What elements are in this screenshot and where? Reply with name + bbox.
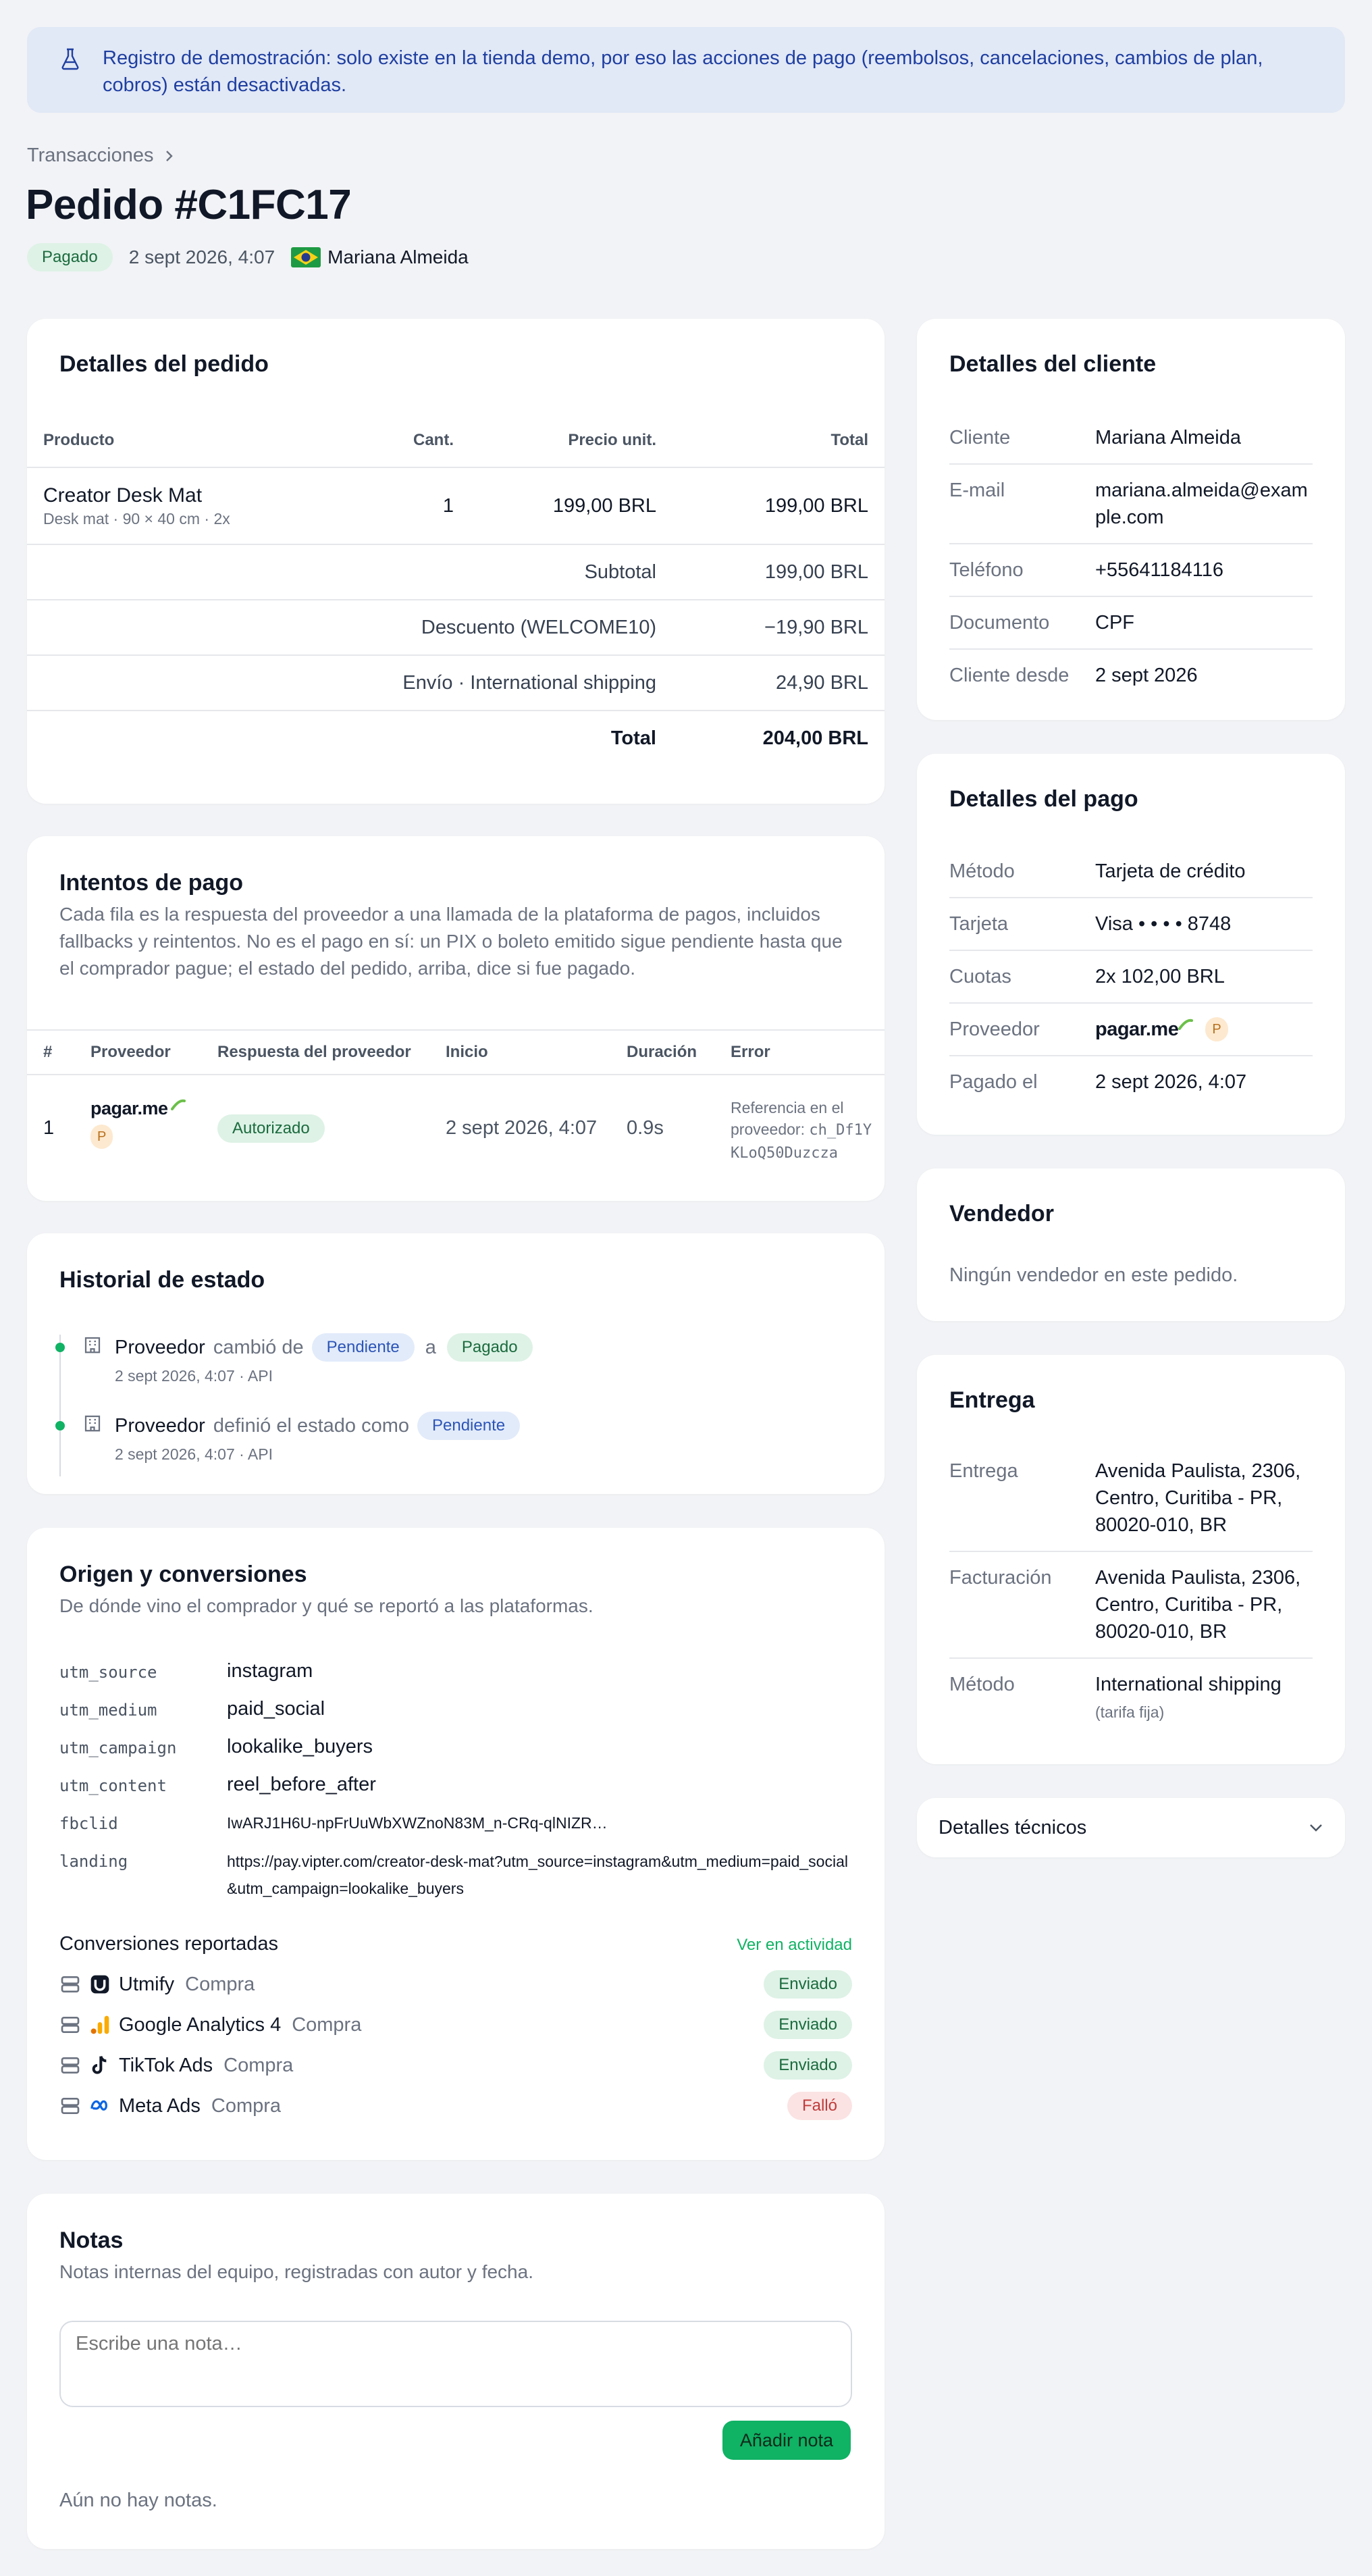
discount-label: Descuento (WELCOME10) — [27, 600, 656, 655]
customer-card — [917, 319, 1345, 720]
field-value: 2x 102,00 BRL — [1095, 966, 1225, 987]
conversion-name: Meta Ads — [119, 2094, 201, 2117]
status-history-card — [27, 1233, 885, 1494]
conversion-row — [59, 2086, 852, 2126]
customer-title: Detalles del cliente — [949, 351, 1157, 377]
status-badge: Pagado — [27, 243, 113, 272]
field-value[interactable]: mariana.almeida@example.com — [1095, 480, 1308, 528]
pagarme-logo-icon — [171, 1098, 186, 1110]
error-code: ch_Df1YKLoQ50Duzcza — [731, 1122, 872, 1162]
technical-details-label: Detalles técnicos — [939, 1816, 1087, 1838]
payment-attempts-desc: Cada fila es la respuesta del proveedor a una llamada de la plataforma de pagos, incluidos fallbacks y reintentos. No es el pago en sí: un PIX o boleto emitido sigue pendiente hasta que el comprador pague; el estado del pedido, arriba, dice si fue pagado. — [59, 904, 843, 979]
history-actor: Proveedor — [115, 1414, 205, 1437]
field-label: E-mail — [949, 480, 1005, 501]
total-label: Total — [610, 727, 656, 749]
conversion-event: Compra — [211, 2094, 282, 2117]
origin-title: Origen y conversiones — [59, 1562, 307, 1587]
col-num: # — [43, 1043, 53, 1061]
payment-attempts-card — [27, 836, 885, 1201]
status-history-title: Historial de estado — [59, 1267, 265, 1293]
col-start: Inicio — [446, 1043, 488, 1061]
utm-row — [59, 1660, 856, 1687]
meta-icon — [89, 2095, 111, 2117]
field-label: Teléfono — [949, 559, 1024, 581]
conversion-name: TikTok Ads — [119, 2054, 213, 2076]
attempt-error — [731, 1097, 874, 1164]
utm-row — [59, 1698, 856, 1725]
divider — [27, 1074, 885, 1075]
utm-value: instagram — [227, 1660, 313, 1682]
field-label: Entrega — [949, 1460, 1018, 1482]
order-details-title: Detalles del pedido — [59, 351, 269, 377]
field-value: Avenida Paulista, 2306, Centro, Curitiba - PR, 80020-010, BR — [1095, 1460, 1301, 1536]
delivery-row — [949, 1552, 1313, 1659]
field-value: Tarjeta de crédito — [1095, 860, 1246, 882]
server-icon — [59, 2055, 81, 2076]
history-actor: Proveedor — [115, 1336, 205, 1358]
history-verb: definió el estado como — [213, 1414, 409, 1437]
utm-value: https://pay.vipter.com/creator-desk-mat?utm_source=instagram&utm_medium=paid_social&utm_campaign=lookalike_buyers — [227, 1853, 848, 1897]
subtotal-label: Subtotal — [27, 544, 656, 600]
pagarme-logo: pagar.me — [1095, 1019, 1179, 1040]
payment-list — [949, 846, 1313, 1108]
col-provider: Proveedor — [90, 1043, 171, 1061]
customer-row — [949, 650, 1313, 701]
utm-key: utm_content — [59, 1776, 167, 1795]
building-icon — [82, 1413, 103, 1433]
provider-cell — [90, 1098, 186, 1149]
discount-value: −19,90 BRL — [656, 600, 885, 655]
col-product: Producto — [27, 413, 378, 467]
utm-row — [59, 1736, 856, 1763]
field-value: Visa • • • • 8748 — [1095, 913, 1232, 935]
payment-row — [949, 1004, 1313, 1056]
conversion-status: Enviado — [764, 2011, 852, 2039]
timeline-dot — [55, 1343, 65, 1352]
utm-value: paid_social — [227, 1698, 325, 1720]
conversion-row — [59, 2005, 852, 2045]
utm-value: lookalike_buyers — [227, 1736, 373, 1757]
customer-name[interactable]: Mariana Almeida — [327, 247, 469, 267]
breadcrumb — [27, 145, 174, 167]
payment-row — [949, 846, 1313, 898]
conversion-name: Google Analytics 4 — [119, 2013, 282, 2036]
field-label: Facturación — [949, 1567, 1052, 1589]
order-details-card — [27, 319, 885, 804]
notes-card — [27, 2194, 885, 2549]
history-join: a — [425, 1336, 436, 1358]
view-activity-link[interactable]: Ver en actividad — [737, 1936, 852, 1954]
pagarme-logo: pagar.me — [90, 1098, 168, 1118]
utm-value: IwARJ1H6U-npFrUuWbXWZnoN83M_n-CRq-qlNIZR… — [227, 1814, 608, 1832]
product-total: 199,00 BRL — [656, 467, 885, 544]
seller-card — [917, 1168, 1345, 1321]
add-note-button[interactable]: Añadir nota — [722, 2421, 851, 2460]
page-title: Pedido #C1FC17 — [26, 182, 352, 228]
col-response: Respuesta del proveedor — [217, 1043, 411, 1061]
utm-list — [59, 1660, 856, 1913]
utm-value: reel_before_after — [227, 1774, 376, 1795]
col-error: Error — [731, 1043, 770, 1061]
utm-key: landing — [59, 1852, 128, 1871]
conversions-title: Conversiones reportadas — [59, 1933, 279, 1955]
delivery-row — [949, 1659, 1313, 1738]
customer-row — [949, 544, 1313, 597]
utm-row — [59, 1774, 856, 1801]
payment-card — [917, 754, 1345, 1135]
chevron-right-icon — [163, 149, 174, 163]
utm-key: utm_campaign — [59, 1738, 177, 1757]
table-row — [27, 467, 885, 544]
payment-row — [949, 1056, 1313, 1108]
attempt-start: 2 sept 2026, 4:07 — [446, 1117, 598, 1139]
payment-row — [949, 898, 1313, 951]
utmify-icon — [89, 1974, 111, 1995]
field-label: Cliente — [949, 427, 1011, 448]
delivery-list — [949, 1445, 1313, 1738]
conversion-status: Falló — [787, 2092, 852, 2120]
breadcrumb-link-transactions[interactable]: Transacciones — [27, 145, 154, 166]
payment-attempts-title: Intentos de pago — [59, 870, 243, 896]
total-value: 204,00 BRL — [762, 727, 868, 749]
history-meta: 2 sept 2026, 4:07 · API — [115, 1445, 273, 1463]
pagarme-logo-icon — [1178, 1018, 1193, 1030]
total-row — [27, 711, 885, 766]
utm-key: utm_source — [59, 1663, 157, 1682]
field-label: Pagado el — [949, 1071, 1038, 1093]
banner-text: Registro de demostración: solo existe en la tienda demo, por eso las acciones de pago (reembolsos, cancelaciones, cambios de plan, cobros) están desactivadas. — [103, 47, 1263, 96]
field-value: Avenida Paulista, 2306, Centro, Curitiba - PR, 80020-010, BR — [1095, 1567, 1301, 1643]
conversion-row — [59, 1964, 852, 2005]
conversion-name: Utmify — [119, 1973, 175, 1995]
history-to-badge: Pendiente — [417, 1412, 520, 1440]
order-table — [27, 413, 885, 766]
field-note: (tarifa fija) — [1095, 1703, 1165, 1721]
table-row — [27, 1087, 885, 1182]
server-icon — [59, 2095, 81, 2117]
notes-desc: Notas internas del equipo, registradas con autor y fecha. — [59, 2261, 533, 2282]
field-value: International shipping — [1095, 1674, 1282, 1695]
product-name: Creator Desk Mat — [43, 484, 203, 507]
conversions-list — [59, 1964, 852, 2126]
seller-empty: Ningún vendedor en este pedido. — [949, 1264, 1238, 1286]
origin-desc: De dónde vino el comprador y qué se reportó a las plataformas. — [59, 1595, 593, 1616]
chevron-down-icon — [1309, 1823, 1323, 1832]
utm-key: utm_medium — [59, 1701, 157, 1720]
demo-banner — [27, 27, 1345, 113]
customer-list — [949, 412, 1313, 701]
conversion-status: Enviado — [764, 1970, 852, 1999]
utm-row — [59, 1811, 856, 1838]
product-desc: Desk mat · 90 × 40 cm · 2x — [43, 509, 230, 527]
origin-card — [27, 1528, 885, 2160]
field-label: Cliente desde — [949, 665, 1070, 686]
col-qty: Cant. — [378, 413, 454, 467]
product-qty: 1 — [378, 467, 454, 544]
field-label: Tarjeta — [949, 913, 1009, 935]
subtotal-value: 199,00 BRL — [656, 544, 885, 600]
field-value: Mariana Almeida — [1095, 427, 1241, 448]
technical-details-toggle[interactable] — [917, 1798, 1345, 1857]
payment-row — [949, 951, 1313, 1004]
utm-key: fbclid — [59, 1814, 118, 1833]
timeline-line — [59, 1335, 61, 1476]
order-meta — [27, 243, 469, 272]
field-label: Cuotas — [949, 966, 1011, 987]
attempt-num: 1 — [43, 1117, 55, 1139]
col-unit-price: Precio unit. — [454, 413, 656, 467]
notes-title: Notas — [59, 2227, 124, 2253]
flask-icon — [54, 47, 86, 70]
customer-row — [949, 597, 1313, 650]
delivery-title: Entrega — [949, 1387, 1035, 1413]
product-unit-price: 199,00 BRL — [454, 467, 656, 544]
google-analytics-icon — [89, 2014, 111, 2036]
note-input[interactable] — [59, 2321, 852, 2407]
divider — [27, 1029, 885, 1031]
field-label: Método — [949, 1674, 1015, 1695]
delivery-row — [949, 1445, 1313, 1552]
field-label: Proveedor — [949, 1019, 1040, 1040]
field-label: Documento — [949, 612, 1050, 634]
shipping-row — [27, 655, 885, 711]
server-icon — [59, 2014, 81, 2036]
conversion-event: Compra — [223, 2054, 294, 2076]
order-date: 2 sept 2026, 4:07 — [128, 247, 275, 267]
error-label: Referencia en el proveedor: — [731, 1099, 844, 1138]
delivery-card — [917, 1355, 1345, 1764]
payment-title: Detalles del pago — [949, 786, 1138, 812]
col-duration: Duración — [627, 1043, 697, 1061]
history-verb: cambió de — [213, 1336, 304, 1358]
field-value: 2 sept 2026, 4:07 — [1095, 1071, 1247, 1093]
server-icon — [59, 1974, 81, 1995]
timeline-dot — [55, 1421, 65, 1431]
subtotal-row — [27, 544, 885, 600]
brazil-flag-icon — [291, 247, 321, 267]
utm-row — [59, 1849, 856, 1902]
conversion-row — [59, 2045, 852, 2086]
history-meta: 2 sept 2026, 4:07 · API — [115, 1367, 273, 1385]
conversion-event: Compra — [292, 2013, 362, 2036]
attempt-duration: 0.9s — [627, 1117, 664, 1139]
conversion-event: Compra — [185, 1973, 255, 1995]
shipping-value: 24,90 BRL — [656, 655, 885, 711]
building-icon — [82, 1335, 103, 1355]
tiktok-icon — [89, 2055, 111, 2076]
customer-row — [949, 412, 1313, 465]
discount-row — [27, 600, 885, 655]
conversion-status: Enviado — [764, 2051, 852, 2080]
response-badge: Autorizado — [217, 1114, 325, 1143]
field-value: +55641184116 — [1095, 559, 1224, 581]
notes-empty: Aún no hay notas. — [59, 2490, 217, 2511]
shipping-label: Envío · International shipping — [27, 655, 656, 711]
provider-badge: P — [1205, 1017, 1228, 1041]
field-value: CPF — [1095, 612, 1134, 634]
field-label: Método — [949, 860, 1015, 882]
history-to-badge: Pagado — [447, 1333, 533, 1362]
field-value: 2 sept 2026 — [1095, 665, 1198, 686]
seller-title: Vendedor — [949, 1201, 1054, 1227]
customer-row — [949, 465, 1313, 544]
col-total: Total — [656, 413, 885, 467]
provider-badge: P — [90, 1125, 113, 1149]
history-from-badge: Pendiente — [312, 1333, 415, 1362]
